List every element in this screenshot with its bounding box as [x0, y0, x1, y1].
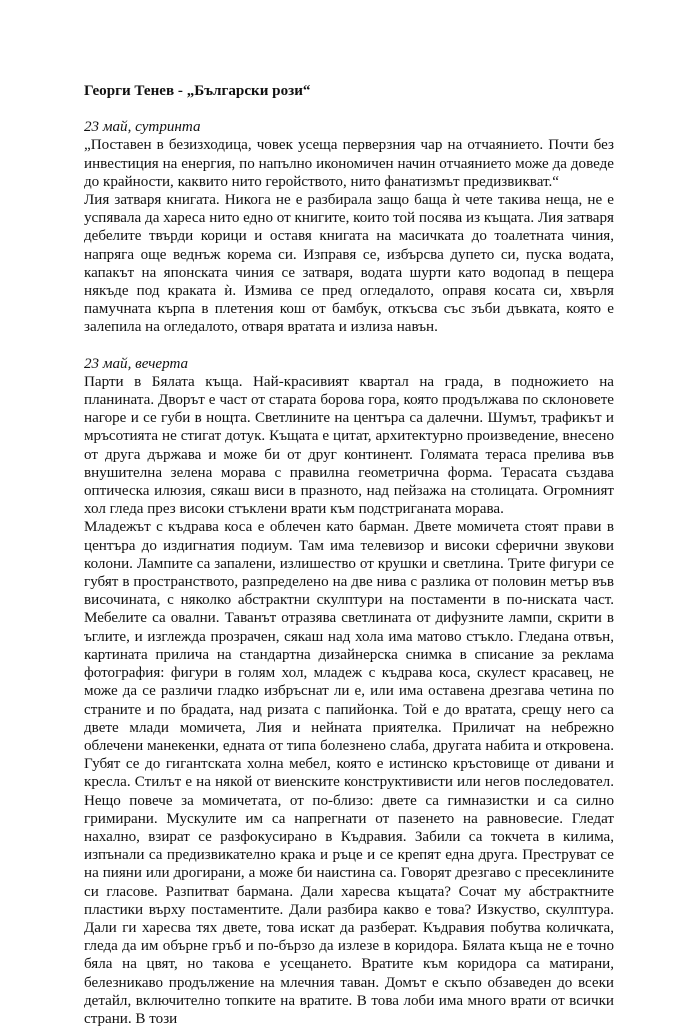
section-spacer: [84, 337, 614, 355]
body-paragraph: Парти в Бялата къща. Най-красивият квартал на града, в подножието на планината. Дворът е част от старата борова гора, която продължава по склоновете нагоре и се губи в нощта. Светлините на центъра са далечни. Шумът, трафикът и мръсотията не стигат дотук. Къщата е цитат, архитектурно произведение, внесено от друга държава и може би от друг континент. Голямата тераса прелива във внушителна зелена морава с правилна геометрична форма. Терасата създава оптическа илюзия, сякаш виси в празното, над пейзажа на столицата. Огромният хол гледа през високи стъклени врати към подстриганата морава.: [84, 373, 614, 518]
document-title: Георги Тенев - „Български рози“: [84, 83, 311, 99]
section-date-morning: 23 май, сутринта: [84, 119, 201, 136]
document-page: [84, 82, 614, 1028]
body-paragraph: Лия затваря книгата. Никога не е разбирала защо баща ѝ чете такива неща, не е успявала да хареса нито едно от книгите, които той посява из къщата. Лия затваря дебелите твърди корици и оставя книгата на масичката до тоалетната чиния, напряга още веднъж корема си. Изправя се, избърсва дупето си, пуска водата, капакът на японската чиния се затваря, водата шурти като водопад в пещера някъде под краката ѝ. Измива се пред огледалото, оправя косата си, хвърля памучната кърпа в плетения кош от бамбук, откъсва със зъби дъвката, която е залепила на огледалото, отваря вратата и излиза навън.: [84, 192, 614, 336]
body-paragraph: Младежът с къдрава коса е облечен като барман. Двете момичета стоят прави в центъра до издигнатия подиум. Там има телевизор и високи сферични звукови колони. Лампите са запалени, излишество от крушки и светлина. Трите фигури се губят в пространството, разпределено на две нива с разлика от половин метър във височината, с няколко абстрактни скулптури на постаменти в по-ниската част. Мебелите са овални. Таванът отразява светлината от дифузните лампи, скрити в ъглите, и изглежда прозрачен, сякаш над хола има матово стъкло. Гледана отвън, картината прилича на стандартна дизайнерска снимка в списание за реклама фотография: фигури в голям хол, младеж с къдрава коса, скулест красавец, не може да се различи гладко избръснат ли е, или има оставена дрезгава четина по страните и по брадата, над ризата с папийонка. Той е до вратата, срещу него са двете млади момичета, Лия и нейната приятелка. Приличат на небрежно облечени манекенки, едната от типа болезнено слаба, другата набита и откровена. Губят се до гигантската холна мебел, която е истинско кръстовище от дивани и кресла. Стилът е на някой от виенските конструктивисти или негов последовател. Нещо повече за момичетата, от по-близо: двете са гимназистки и са силно гримирани. Мускулите им са напрегнати от пазенето на равновесие. Гледат нахално, взират се разфокусирано в Къдравия. Забили са токчета в килима, изпънали са предизвикателно крака и ръце и се крепят една друга. Преструват се на пияни или дрогирани, а може би наистина са. Говорят дрезгаво с пресеклините си гласове. Разпитват бармана. Дали харесва къщата? Сочат му абстрактните пластики върху постаментите. Дали разбира какво е това? Изкуство, скулптура. Дали ги харесва тях двете, това искат да разберат. Къдравия побутва количката, гледа да им обърне гръб и по-бързо да излезе в коридора. Бялата къща не е точно бяла на цвят, но такова е усещането. Вратите към коридора са матирани, белезникаво продължение на млечния таван. Домът е скъпо обзаведен до всеки детайл, включително топките на вратите. В това лоби има много врати от всички страни. В този: [84, 519, 614, 1027]
quote-paragraph: „Поставен в безизходица, човек усеща перверзния чар на отчаянието. Почти без инвестиция на енергия, по напълно икономичен начин отчаянието може да доведе до крайности, каквито нито геройството, нито фанатизмът предизвикват.“: [84, 137, 614, 190]
section-date-evening: 23 май, вечерта: [84, 355, 189, 372]
